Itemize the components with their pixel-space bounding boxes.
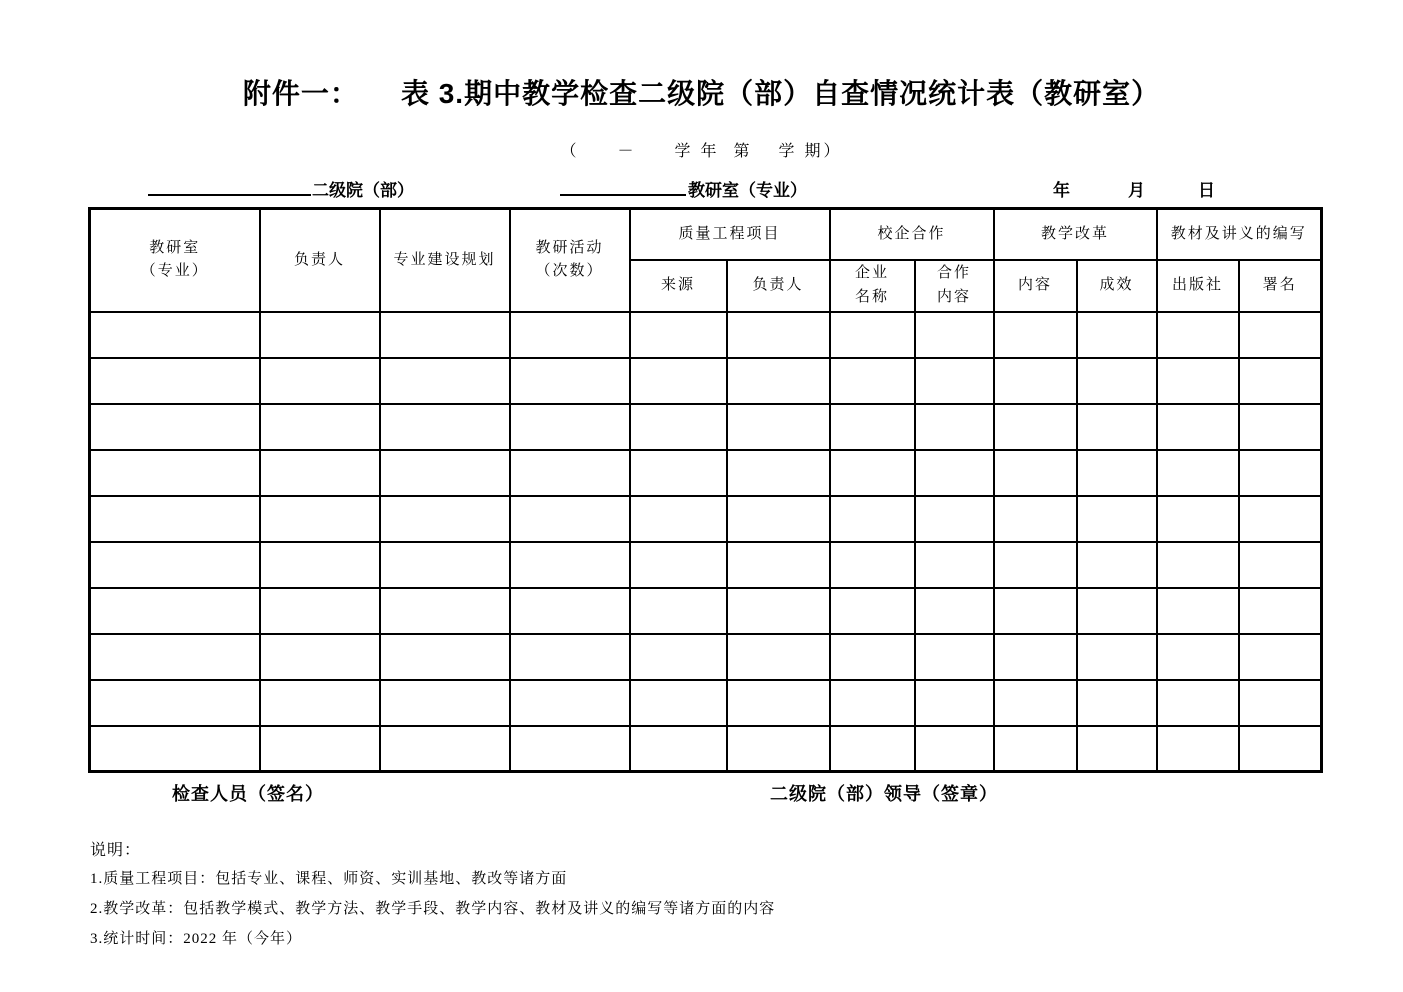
table-cell: [630, 542, 727, 588]
table-cell: [630, 680, 727, 726]
table-title: 表 3.期中教学检查二级院（部）自查情况统计表（教研室）: [400, 78, 1161, 109]
note-item: 2.教学改革：包括教学模式、教学方法、教学手段、教学内容、教材及讲义的编写等诸方面的内容: [90, 901, 776, 917]
header-source: [630, 260, 727, 312]
day-label: 日: [1198, 181, 1215, 200]
header-project-leader-line1: 负责人: [752, 276, 804, 293]
table-cell: [510, 312, 630, 358]
header-signature: [1239, 260, 1322, 312]
table-cell: [1239, 450, 1322, 496]
table-cell: [830, 726, 915, 772]
table-cell: [380, 588, 510, 634]
page-title: [0, 72, 1403, 112]
table-cell: [727, 680, 830, 726]
table-cell: [727, 312, 830, 358]
table-cell: [380, 680, 510, 726]
table-cell: [727, 726, 830, 772]
table-cell: [994, 634, 1077, 680]
table-cell: [1157, 588, 1239, 634]
table-cell: [510, 404, 630, 450]
table-cell: [727, 588, 830, 634]
table-cell: [260, 358, 380, 404]
header-plan: 专业建设规划: [380, 209, 510, 312]
table-cell: [994, 726, 1077, 772]
note-item: 3.统计时间：2022 年（今年）: [90, 931, 303, 947]
table-cell: [830, 588, 915, 634]
table-cell: [1077, 496, 1157, 542]
college-blank-line: [148, 174, 311, 196]
table-cell: [260, 588, 380, 634]
table-cell: [630, 450, 727, 496]
table-cell: [260, 450, 380, 496]
table-cell: [260, 542, 380, 588]
header-activity-line2: （次数）: [535, 263, 604, 280]
table-cell: [915, 634, 994, 680]
table-cell: [1077, 634, 1157, 680]
table-cell: [260, 404, 380, 450]
table-cell: [630, 358, 727, 404]
table-cell: [830, 634, 915, 680]
table-cell: [1157, 450, 1239, 496]
table-cell: [915, 726, 994, 772]
table-cell: [994, 588, 1077, 634]
table-cell: [380, 312, 510, 358]
table-row: [90, 358, 1322, 404]
header-activity-line1: 教研活动: [535, 240, 604, 256]
table-cell: [1077, 358, 1157, 404]
table-cell: [994, 450, 1077, 496]
table-cell: [90, 680, 260, 726]
info-line: [0, 174, 1403, 200]
table-cell: [380, 496, 510, 542]
notes-title: 说明：: [90, 842, 142, 859]
table-cell: [90, 726, 260, 772]
table-cell: [260, 496, 380, 542]
table-cell: [994, 496, 1077, 542]
table-cell: [1077, 404, 1157, 450]
table-cell: [380, 542, 510, 588]
table-cell: [510, 496, 630, 542]
header-reform-content: [994, 260, 1077, 312]
table-row: [90, 634, 1322, 680]
table-cell: [1157, 680, 1239, 726]
table-cell: [994, 680, 1077, 726]
table-cell: [630, 634, 727, 680]
table-header: [90, 209, 1322, 312]
table-cell: [994, 404, 1077, 450]
table-cell: [830, 312, 915, 358]
table-cell: [994, 358, 1077, 404]
semester-subtitle: （ － 学 年 第 学 期）: [560, 143, 843, 160]
table-cell: [994, 542, 1077, 588]
header-enterprise-name-line1: 企业: [855, 265, 890, 282]
table-cell: [830, 496, 915, 542]
table-row: [90, 588, 1322, 634]
table-cell: [510, 542, 630, 588]
table-cell: [915, 496, 994, 542]
table-cell: [1239, 312, 1322, 358]
table-cell: [830, 680, 915, 726]
table-cell: [1077, 726, 1157, 772]
table-cell: [915, 358, 994, 404]
table-cell: [630, 588, 727, 634]
table-cell: [90, 450, 260, 496]
table-cell: [260, 312, 380, 358]
header-cooperation-content: [915, 260, 994, 312]
header-group-textbook: 教材及讲义的编写: [1157, 209, 1322, 260]
header-reform-content-line1: 内容: [1018, 276, 1053, 293]
header-enterprise-name: [830, 260, 915, 312]
table-row: [90, 726, 1322, 772]
header-group-cooperation: 校企合作: [830, 209, 994, 260]
table-cell: [1239, 634, 1322, 680]
table-cell: [1077, 680, 1157, 726]
header-cooperation-content-line1: 合作: [937, 265, 972, 282]
table-cell: [1077, 312, 1157, 358]
table-cell: [1239, 542, 1322, 588]
table-cell: [630, 726, 727, 772]
header-cooperation-content-line2: 内容: [937, 288, 972, 305]
table-cell: [1239, 404, 1322, 450]
leader-signature-label: 二级院（部）领导（签章）: [770, 784, 998, 804]
table-cell: [510, 726, 630, 772]
table-row: [90, 312, 1322, 358]
office-label: 教研室（专业）: [688, 181, 807, 200]
college-label: 二级院（部）: [312, 181, 414, 200]
table-cell: [90, 312, 260, 358]
table-body: [90, 312, 1322, 772]
table-cell: [260, 680, 380, 726]
table-row: [90, 496, 1322, 542]
table-cell: [915, 450, 994, 496]
table-cell: [510, 450, 630, 496]
table-cell: [915, 588, 994, 634]
table-cell: [1157, 726, 1239, 772]
office-blank-line: [560, 174, 686, 196]
table-cell: [727, 358, 830, 404]
table-cell: [1239, 726, 1322, 772]
table-cell: [260, 634, 380, 680]
statistics-table: [88, 207, 1323, 773]
table-cell: [1077, 542, 1157, 588]
table-cell: [1077, 450, 1157, 496]
table-cell: [915, 680, 994, 726]
table-cell: [380, 358, 510, 404]
table-cell: [1157, 358, 1239, 404]
header-enterprise-name-line2: 名称: [855, 288, 890, 305]
table-cell: [90, 404, 260, 450]
attachment-label: 附件一：: [242, 78, 359, 109]
table-cell: [915, 312, 994, 358]
table-cell: [1157, 404, 1239, 450]
table-cell: [380, 404, 510, 450]
header-office-line2: （专业）: [140, 263, 209, 280]
table-cell: [727, 496, 830, 542]
table-cell: [727, 634, 830, 680]
header-source-line1: 来源: [660, 276, 695, 293]
table-cell: [727, 542, 830, 588]
table-cell: [510, 358, 630, 404]
header-row-groups: [90, 209, 1322, 260]
table-cell: [1239, 588, 1322, 634]
header-leader: 负责人: [260, 209, 380, 312]
header-reform-effect: [1077, 260, 1157, 312]
table-cell: [90, 496, 260, 542]
table-cell: [727, 450, 830, 496]
table-cell: [994, 312, 1077, 358]
header-office-line1: 教研室: [149, 240, 201, 256]
table-cell: [830, 358, 915, 404]
header-office: [90, 209, 260, 312]
header-activity: [510, 209, 630, 312]
table-cell: [727, 404, 830, 450]
table-cell: [380, 450, 510, 496]
table-row: [90, 404, 1322, 450]
header-publisher-line1: 出版社: [1172, 276, 1224, 293]
year-label: 年: [1053, 181, 1070, 200]
table-cell: [260, 726, 380, 772]
table-cell: [630, 312, 727, 358]
table-cell: [90, 588, 260, 634]
table-cell: [510, 634, 630, 680]
table-cell: [830, 542, 915, 588]
table-cell: [630, 404, 727, 450]
table-row: [90, 542, 1322, 588]
header-group-quality: 质量工程项目: [630, 209, 830, 260]
note-item: 1.质量工程项目：包括专业、课程、师资、实训基地、教改等诸方面: [90, 871, 568, 887]
table-cell: [1239, 358, 1322, 404]
header-signature-line1: 署名: [1262, 276, 1297, 293]
table-cell: [510, 680, 630, 726]
table-cell: [830, 404, 915, 450]
table-cell: [915, 542, 994, 588]
table-row: [90, 680, 1322, 726]
header-project-leader: [727, 260, 830, 312]
header-publisher: [1157, 260, 1239, 312]
table-cell: [830, 450, 915, 496]
table-row: [90, 450, 1322, 496]
header-reform-effect-line1: 成效: [1099, 276, 1134, 293]
table-cell: [1157, 312, 1239, 358]
table-cell: [1239, 680, 1322, 726]
table-cell: [1077, 588, 1157, 634]
month-label: 月: [1128, 181, 1145, 200]
table-cell: [1157, 542, 1239, 588]
inspector-signature-label: 检查人员（签名）: [172, 784, 324, 804]
table-cell: [510, 588, 630, 634]
table-cell: [90, 542, 260, 588]
table-cell: [630, 496, 727, 542]
table-cell: [380, 634, 510, 680]
table-cell: [1239, 496, 1322, 542]
table-cell: [915, 404, 994, 450]
header-group-reform: 教学改革: [994, 209, 1157, 260]
table-cell: [380, 726, 510, 772]
table-cell: [1157, 496, 1239, 542]
table-cell: [90, 634, 260, 680]
table-cell: [1157, 634, 1239, 680]
table-cell: [90, 358, 260, 404]
